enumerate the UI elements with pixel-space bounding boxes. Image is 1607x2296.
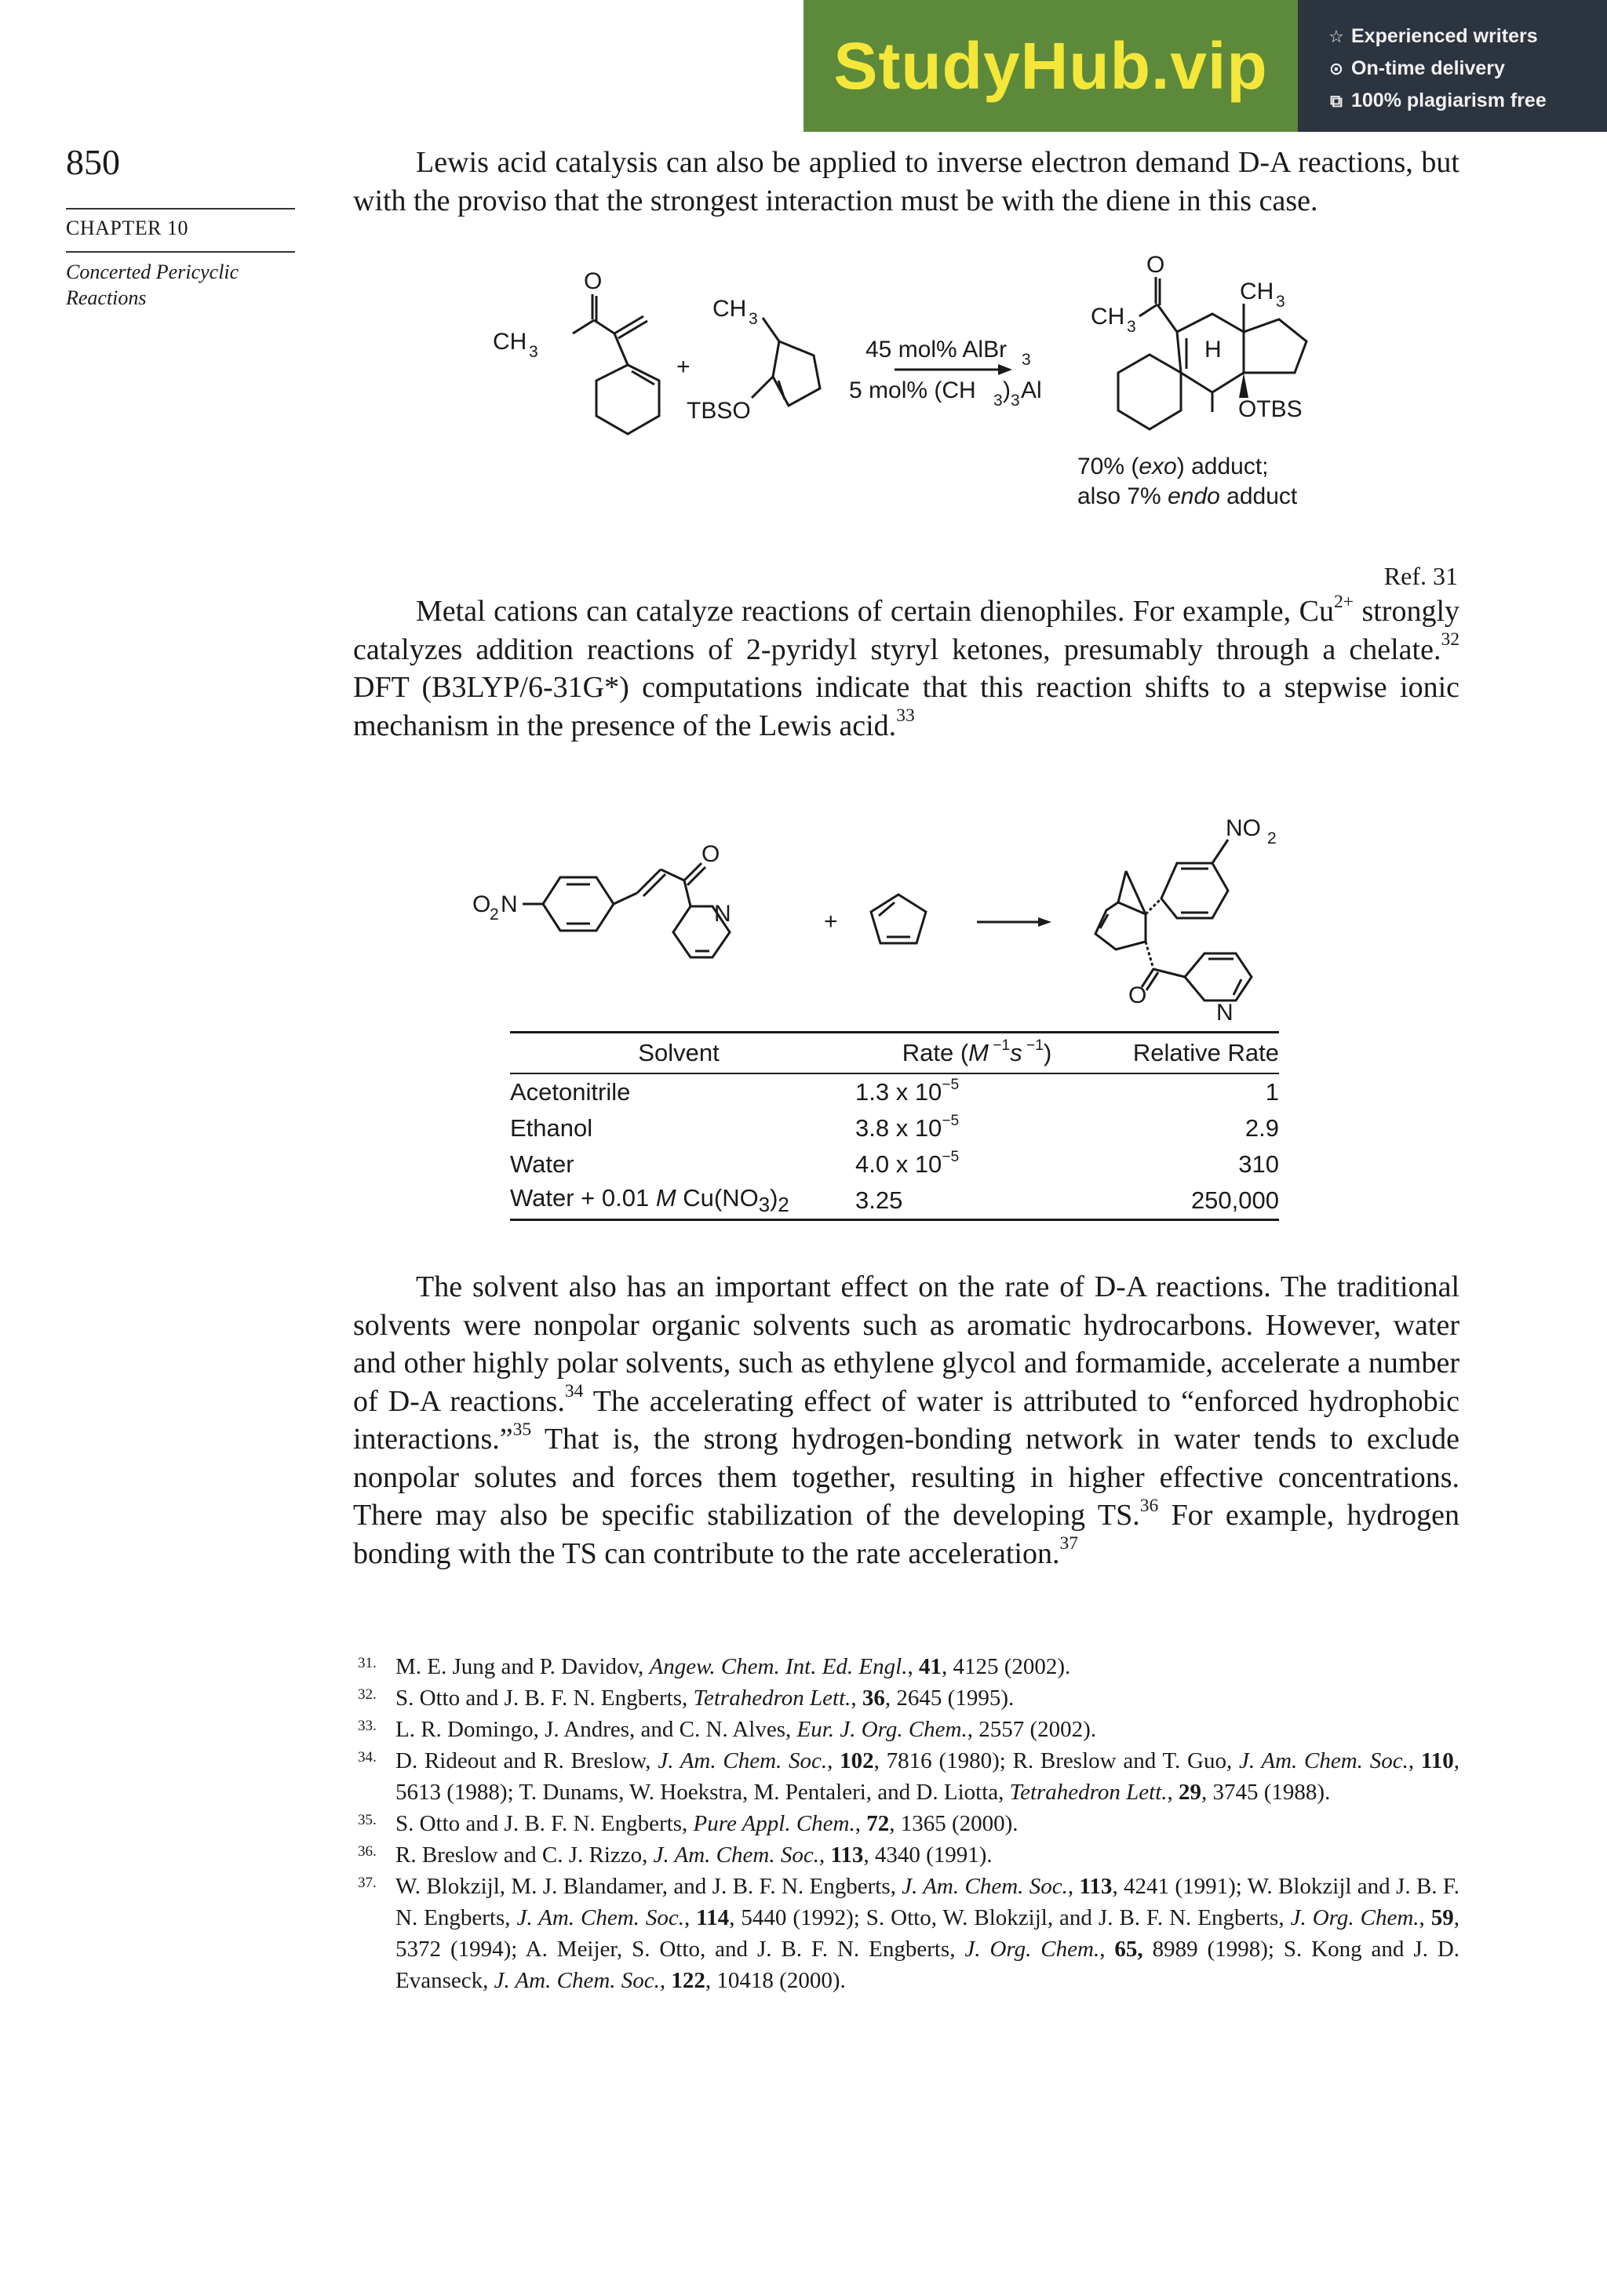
- chapter-label: CHAPTER 10: [66, 217, 188, 239]
- citation-33[interactable]: 33: [896, 705, 915, 727]
- brand-block[interactable]: [804, 0, 1298, 132]
- footnotes: [358, 1651, 1459, 1996]
- feature-label: Experienced writers: [1351, 25, 1538, 47]
- svg-text:N: N: [714, 901, 731, 927]
- star-icon: ☆: [1328, 26, 1344, 46]
- hydrogen-label: H: [1204, 337, 1222, 363]
- reaction-arrow: [849, 337, 1042, 410]
- citation-35[interactable]: 35: [512, 1419, 532, 1440]
- plus-sign: +: [676, 354, 691, 380]
- footnote-32: 32. S. Otto and J. B. F. N. Engberts, Tetrahedron Lett., 36, 2645 (1995).: [358, 1686, 1015, 1711]
- enone-reactant: [493, 268, 659, 434]
- column-header-relative-rate: Relative Rate: [1106, 1033, 1279, 1074]
- clock-icon: ⊙: [1328, 58, 1344, 78]
- svg-text:CH: CH: [1091, 304, 1125, 330]
- paragraph-solvent-effect: The solvent also has an important effect on the rate of D-A reactions. The traditional solvents were nonpolar organic solvents such as aromatic hydrocarbons. However, water and other highly polar solvents, such as ethylene glycol and formamide, accelerate a number of D-A reactions.$^{34}$ The accelerating effect of water is attributed to “enforced hydrophobic interactions.”$^{35}$ That is, the strong hydrogen-bonding network in water tends to exclude nonpolar solutes and forces them together, resulting in higher effective concentrations. There may also be specific stabilization of the developing TS.$^{36}$ For example, hydrogen bonding with the TS can contribute to the rate acceleration.$^{37}$: [353, 1270, 1459, 1570]
- svg-text:3: 3: [1276, 293, 1285, 311]
- feature-label: On-time delivery: [1351, 57, 1505, 79]
- rate-table: [510, 1031, 1279, 1221]
- svg-text:5 mol% (CH: 5 mol% (CH: [849, 377, 976, 403]
- svg-text:N: N: [1216, 1000, 1233, 1026]
- svg-text:O: O: [472, 891, 491, 917]
- table-row: Water 4.0 x $10^{-5}$ 310: [510, 1148, 1279, 1178]
- footnote-33: 33. L. R. Domingo, J. Andres, and C. N. Alves, Eur. J. Org. Chem., 2557 (2002).: [358, 1717, 1097, 1742]
- svg-text:3: 3: [529, 343, 538, 361]
- svg-text:NO: NO: [1226, 815, 1261, 841]
- footnote-35: 35. S. Otto and J. B. F. N. Engberts, Pure Appl. Chem., 72, 1365 (2000).: [358, 1811, 1018, 1836]
- table-row: Ethanol 3.8 x $10^{-5}$ 2.9: [510, 1112, 1279, 1142]
- feature-list: [1298, 0, 1607, 132]
- paragraph-metal-cations: Metal cations can catalyze reactions of certain dienophiles. For example, $Cu^{2+}$ strongly catalyzes addition reactions of 2-pyridyl styryl ketones, presumably through a chelate.$^{32}$ DFT (B3LYP/6-31G*) computations indicate that this reaction shifts to a stepwise ionic mechanism in the presence of the Lewis acid.$^{33}$: [353, 591, 1460, 742]
- copy-icon: ⧉: [1330, 90, 1343, 111]
- section-title: Concerted Pericyclic Reactions: [66, 261, 239, 309]
- footnote-34: 34. D. Rideout and R. Breslow, J. Am. Chem. Soc., 102, 7816 (1980); R. Breslow and T. Guo, J. Am. Chem. Soc., 110, 5613 (1988); T. Dunams, W. Hoekstra, M. Pentaleri, and D. Liotta, Tetrahedron Lett., 29, 3745 (1988).: [358, 1748, 1459, 1805]
- adduct-product: [1091, 255, 1306, 429]
- footnote-36: 36. R. Breslow and C. J. Rizzo, J. Am. Chem. Soc., 113, 4340 (1991).: [358, 1842, 993, 1868]
- table-row: Water + 0.01 M $Cu(NO_3)_2$ 3.25 250,000: [510, 1183, 1279, 1220]
- svg-text:O: O: [1146, 255, 1165, 278]
- citation-36[interactable]: 36: [1139, 1495, 1159, 1516]
- citation-34[interactable]: 34: [564, 1381, 584, 1402]
- svg-text:O: O: [1128, 982, 1147, 1008]
- oxygen-label: O: [584, 268, 603, 294]
- svg-text:O: O: [701, 841, 720, 867]
- table-row: Acetonitrile 1.3 x $10^{-5}$ 1: [510, 1076, 1279, 1106]
- norbornene-adduct-product: [1095, 815, 1277, 1026]
- feature-label: 100% plagiarism free: [1351, 89, 1547, 111]
- column-header-rate: Rate (M $^{-1}$s $^{-1}$): [847, 1033, 1106, 1074]
- feature-item: [1328, 20, 1607, 53]
- brand-logo[interactable]: StudyHub.vip: [833, 28, 1268, 103]
- reaction-arrow: [977, 917, 1051, 927]
- svg-text:Al: Al: [1021, 377, 1042, 403]
- table-header-row: [510, 1033, 1279, 1074]
- svg-text:3: 3: [1022, 351, 1031, 369]
- svg-text:CH: CH: [1240, 279, 1274, 304]
- svg-text:+: +: [824, 909, 838, 935]
- footnote-31: 31. M. E. Jung and P. Davidov, Angew. Chem. Int. Ed. Engl., 41, 4125 (2002).: [358, 1654, 1071, 1679]
- svg-text:N: N: [501, 891, 518, 917]
- paragraph-text: Lewis acid catalysis can also be applied to inverse electron demand D-A reactions, but with the proviso that the strongest interaction must be with the diene in this case.: [353, 146, 1459, 217]
- methyl-label: CH: [493, 329, 527, 355]
- product-caption: [1077, 454, 1298, 509]
- svg-text:also 7% endo adduct: also 7% endo adduct: [1077, 483, 1298, 509]
- margin-rule: [66, 251, 295, 253]
- margin-rule: [66, 208, 295, 210]
- feature-item: [1328, 53, 1607, 85]
- svg-text:70% (exo) adduct;: 70% (exo) adduct;: [1077, 454, 1269, 479]
- svg-text:): ): [1003, 377, 1011, 403]
- footnote-37: 37. W. Blokzijl, M. J. Blandamer, and J. B. F. N. Engberts, J. Am. Chem. Soc., 113, 4241 (1991); W. Blokzijl and J. B. F. N. Engberts, J. Am. Chem. Soc., 114, 5440 (1992); S. Otto, W. Blokzijl, and J. B. F. N. Engberts, J. Org. Chem., 59, 5372 (1994); A. Meijer, S. Otto, and J. B. F. N. Engberts, J. Org. Chem., 65, 8989 (1998); S. Kong and J. D. Evanseck, J. Am. Chem. Soc., 122, 10418 (2000).: [358, 1874, 1460, 1993]
- citation-37[interactable]: 37: [1059, 1533, 1078, 1554]
- page-number: 850: [66, 142, 120, 182]
- column-header-solvent: Solvent: [510, 1033, 847, 1074]
- citation-32[interactable]: 32: [1441, 629, 1459, 651]
- reaction-scheme-1: [471, 255, 1334, 522]
- ad-banner[interactable]: [804, 0, 1607, 132]
- svg-text:3: 3: [749, 310, 758, 328]
- svg-text:3: 3: [1127, 318, 1136, 336]
- cyclopentadiene-reactant: [871, 895, 926, 943]
- svg-text:45 mol% AlBr: 45 mol% AlBr: [865, 337, 1008, 363]
- svg-text:2: 2: [1267, 829, 1277, 847]
- tbso-label: TBSO: [687, 398, 751, 424]
- reference-label: Ref. 31: [1383, 562, 1458, 590]
- silyl-enol-ether-reactant: [687, 296, 820, 424]
- svg-text:2: 2: [490, 906, 499, 924]
- pyridyl-styryl-ketone-reactant: [472, 841, 731, 957]
- svg-text:3: 3: [1011, 392, 1020, 410]
- svg-text:CH: CH: [712, 296, 747, 322]
- otbs-label: OTBS: [1238, 396, 1303, 422]
- reaction-scheme-2: [463, 777, 1342, 1028]
- svg-text:3: 3: [993, 392, 1003, 410]
- feature-item: [1328, 85, 1607, 117]
- paragraph-lewis-acid: [353, 144, 1459, 220]
